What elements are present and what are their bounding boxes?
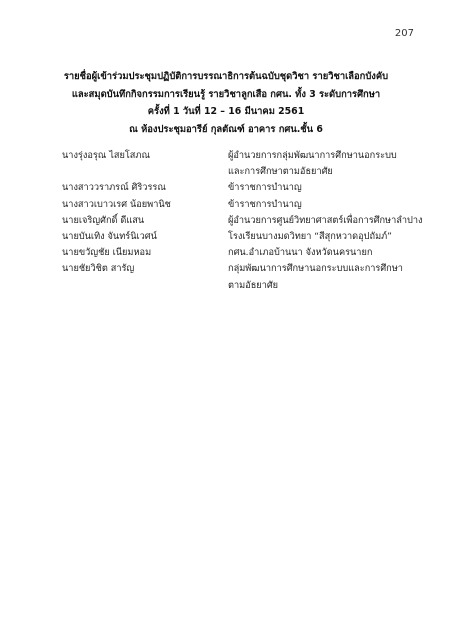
participant-row xyxy=(62,197,422,213)
participant-position-line: ข้าราชการบำนาญ xyxy=(228,198,302,210)
participant-position-line: กลุ่มพัฒนาการศึกษานอกระบบและการศึกษา xyxy=(228,263,403,275)
participant-position-line: ผู้อำนวยการศูนย์วิทยาศาสตร์เพื่อการศึกษาลำปาง xyxy=(228,214,423,226)
participant-row xyxy=(62,213,422,229)
participant-position-line: ข้าราชการบำนาญ xyxy=(228,182,302,194)
heading-subtitle-line: และสมุดบันทึกกิจกรรมการเรียนรู้ รายวิชาลูกเสือ กศน. ทั้ง 3 ระดับการศึกษา xyxy=(71,88,381,100)
participant-row xyxy=(62,180,422,196)
page-number: 207 xyxy=(394,28,414,39)
participant-position xyxy=(228,197,422,213)
participant-name: นายเจริญศักดิ์ ดีแสน xyxy=(62,214,145,226)
participant-list xyxy=(62,148,422,294)
participant-position-line: ผู้อำนวยการกลุ่มพัฒนาการศึกษานอกระบบ xyxy=(228,150,397,161)
participant-position xyxy=(228,180,422,196)
participant-name: นายชัยวิชิต สารัญ xyxy=(62,263,135,275)
document-heading xyxy=(40,68,412,138)
heading-session-date: ครั้งที่ 1 วันที่ 12 – 16 มีนาคม 2561 xyxy=(147,106,305,117)
participant-position-line: ตามอัธยาศัย xyxy=(228,279,279,291)
participant-position-line: กศน.อำเภอบ้านนา จังหวัดนครนายก xyxy=(228,247,373,259)
participant-position xyxy=(228,213,423,229)
participant-position xyxy=(228,229,422,245)
heading-title-line: รายชื่อผู้เข้าร่วมประชุมปฏิบัติการบรรณาธิการต้นฉบับชุดวิชา รายวิชาเลือกบังคับ xyxy=(63,71,389,82)
participant-position-line: และการศึกษาตามอัธยาศัย xyxy=(228,166,333,178)
participant-row xyxy=(62,245,422,261)
participant-row xyxy=(62,229,422,245)
heading-venue: ณ ห้องประชุมอารีย์ กุลตัณฑ์ อาคาร กศน.ชั้น 6 xyxy=(129,123,323,135)
participant-position xyxy=(228,148,422,180)
participant-position xyxy=(228,245,422,261)
participant-name: นางสาววราภรณ์ ศิริวรรณ xyxy=(62,182,166,194)
participant-row xyxy=(62,148,422,180)
participant-row xyxy=(62,261,422,293)
participant-position-line: โรงเรียนบางมดวิทยา “สีสุกหวาดอุปถัมภ์” xyxy=(228,231,392,243)
participant-name: นางรุ่งอรุณ ไสยโสภณ xyxy=(62,150,150,161)
participant-position xyxy=(228,261,422,293)
participant-name: นางสาวเบาวเรศ น้อยพานิช xyxy=(62,198,171,210)
participant-name: นายขวัญชัย เนียมหอม xyxy=(62,247,152,259)
participant-name: นายบันเทิง จันทร์นิเวศน์ xyxy=(62,231,157,243)
